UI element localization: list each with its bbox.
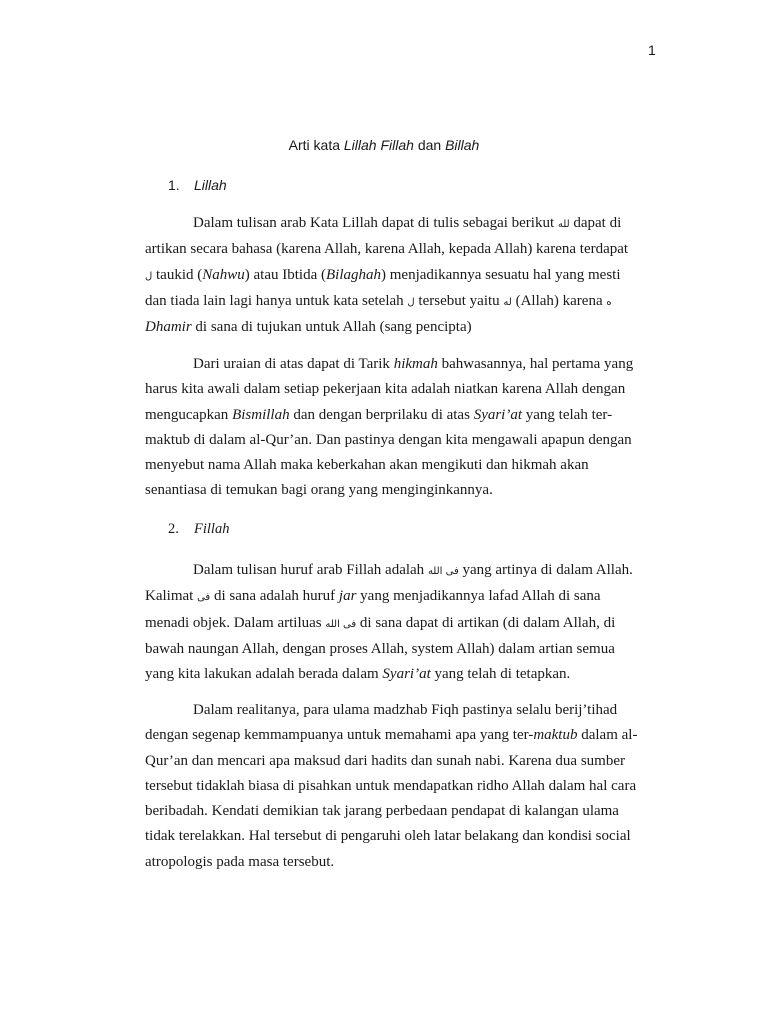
text-run: Dalam tulisan arab Kata Lillah dapat di tulis sebagai berikut xyxy=(193,215,558,231)
text-run: menadi objek. Dalam artiluas xyxy=(145,614,326,631)
text-run: dengan segenap kemmampuanya untuk memahami apa yang ter- xyxy=(145,727,534,744)
italic-term: maktub xyxy=(533,727,578,744)
arabic-text: فى الله xyxy=(427,566,459,577)
document-title xyxy=(0,137,768,153)
text-run: (Allah) karena xyxy=(511,292,607,309)
section-number: 2. xyxy=(168,521,179,537)
arabic-text: ل xyxy=(407,296,415,308)
text-line: harus kita awali dalam setiap pekerjaan kita adalah niatkan karena Allah dengan xyxy=(145,381,626,398)
section-label: Fillah xyxy=(194,521,230,537)
arabic-text: ل xyxy=(145,270,153,282)
italic-term: Syari’at xyxy=(473,406,523,423)
text-run: tersebut yaitu xyxy=(414,292,504,309)
paragraph-lillah-meaning xyxy=(145,211,635,340)
arabic-text: له xyxy=(503,296,512,308)
text-line: artikan secara bahasa (karena Allah, karena Allah, kepada Allah) karena terdapat xyxy=(145,241,629,258)
italic-term: Syari’at xyxy=(382,666,431,683)
italic-term: Bilaghah xyxy=(326,266,381,283)
text-line: bawah naungan Allah, dengan proses Allah, system Allah) dalam artian semua xyxy=(145,640,615,657)
text-line xyxy=(145,211,635,237)
italic-term: Bismillah xyxy=(232,406,290,423)
text-run: taukid ( xyxy=(152,266,203,283)
text-line: tersebut tidaklah biasa di pisahkan untuk mendapatkan ridho Allah dalam hal cara xyxy=(145,777,637,794)
text-run: dan tiada lain lagi hanya untuk kata setelah xyxy=(145,292,408,309)
text-line: senantiasa di temukan bagi orang yang menginginkannya. xyxy=(145,482,493,499)
page-number: 1 xyxy=(648,42,656,58)
text-line xyxy=(145,662,635,687)
text-line xyxy=(145,611,635,637)
text-run: yang menjadikannya lafad Allah di sana xyxy=(356,588,601,605)
text-run: bahwasannya, hal pertama yang xyxy=(437,356,634,372)
text-line xyxy=(145,584,635,610)
title-term-lillah: Lillah xyxy=(343,137,377,153)
italic-term: Nahwu xyxy=(202,266,245,283)
paragraph-fillah-meaning xyxy=(145,558,635,687)
text-run: yang telah di tetapkan. xyxy=(430,666,571,683)
text-line xyxy=(145,315,635,340)
text-line xyxy=(145,289,635,315)
text-run: yang kita lakukan adalah berada dalam xyxy=(145,666,383,683)
text-run: Dalam tulisan huruf arab Fillah adalah xyxy=(193,562,428,578)
text-run: dalam al- xyxy=(577,727,638,744)
text-run: di sana adalah huruf xyxy=(210,588,339,605)
text-run: mengucapkan xyxy=(145,406,233,423)
text-run: dan dengan berprilaku di atas xyxy=(289,406,474,423)
text-line: Qur’an dan mencari apa maksud dari hadits dan sunah nabi. Karena dua sumber xyxy=(145,752,625,769)
arabic-text: ه xyxy=(606,296,612,308)
text-line: Dalam realitanya, para ulama madzhab Fiqh pastinya selalu berij’tihad xyxy=(193,702,618,718)
text-line xyxy=(145,352,635,377)
italic-term: Dhamir xyxy=(145,319,192,336)
title-connector: dan xyxy=(413,137,446,153)
arabic-text: فى xyxy=(197,592,211,604)
text-run: yang artinya di dalam Allah. xyxy=(458,562,633,578)
title-term-billah: Billah xyxy=(445,137,480,153)
paragraph-lillah-hikmah xyxy=(145,352,635,504)
text-line: atropologis pada masa tersebut. xyxy=(145,853,335,870)
text-line: tidak terelakkan. Hal tersebut di pengaruhi oleh latar belakang dan kondisi social xyxy=(145,828,631,845)
section-label: Lillah xyxy=(194,177,227,193)
arabic-text: لله xyxy=(557,219,570,230)
text-run: Dari uraian di atas dapat di Tarik xyxy=(193,356,394,372)
title-term-fillah: Fillah xyxy=(380,137,414,153)
text-line xyxy=(145,723,638,748)
text-run: di sana di tujukan untuk Allah (sang pencipta) xyxy=(191,319,472,336)
section-heading-fillah xyxy=(168,521,229,538)
text-line: beribadah. Kendati demikian tak jarang perbedaan pendapat di kalangan ulama xyxy=(145,803,619,820)
section-heading-lillah xyxy=(168,177,227,193)
italic-term: jar xyxy=(338,588,357,605)
title-prefix: Arti kata xyxy=(288,137,344,153)
text-line: maktub di dalam al-Qur’an. Dan pastinya dengan kita mengawali apapun dengan xyxy=(145,431,632,448)
text-line: menyebut nama Allah maka keberkahan akan mengikuti dan hikmah akan xyxy=(145,457,589,474)
paragraph-fillah-ijtihad xyxy=(145,698,638,875)
text-run: yang telah ter- xyxy=(522,406,613,423)
text-run: dapat di xyxy=(569,215,622,231)
section-number: 1. xyxy=(168,177,180,193)
text-run: Kalimat xyxy=(145,588,198,605)
text-line xyxy=(145,263,635,289)
text-line xyxy=(145,558,635,584)
text-run: di sana dapat di artikan (di dalam Allah, di xyxy=(356,614,616,631)
arabic-text: فى الله xyxy=(325,618,357,630)
text-line xyxy=(145,403,635,428)
text-run: ) menjadikannya sesuatu hal yang mesti xyxy=(381,266,621,283)
italic-term: hikmah xyxy=(393,356,438,372)
text-run: ) atau Ibtida ( xyxy=(244,266,326,283)
